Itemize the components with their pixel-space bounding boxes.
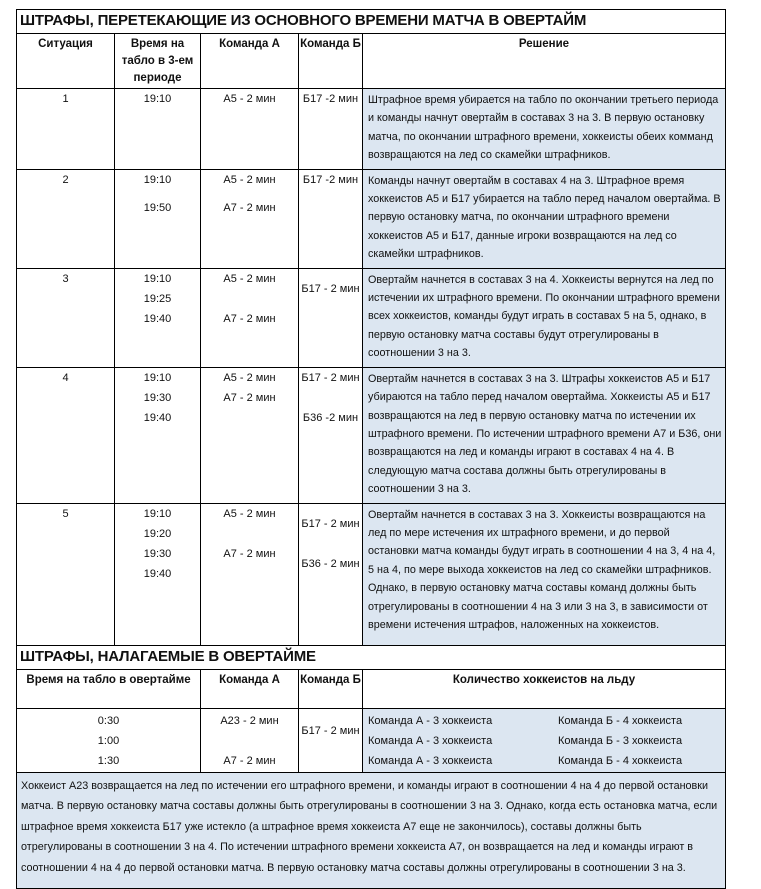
table-row — [17, 367, 726, 503]
team-a-cell: А5 - 2 мин А7 - 2 мин — [201, 169, 299, 268]
carryover-penalties-table — [16, 9, 726, 646]
table-row — [17, 268, 726, 367]
situation-number: 1 — [17, 89, 115, 170]
header-overtime-time: Время на табло в овертайме — [17, 669, 201, 708]
section2-title: ШТРАФЫ, НАЛАГАЕМЫЕ В ОВЕРТАЙМЕ — [17, 646, 726, 670]
team-b-cell: Б17 -2 мин — [299, 89, 363, 170]
team-a-cell: А5 - 2 мин — [201, 89, 299, 170]
overtime-penalties-table — [16, 646, 726, 889]
team-b-cell: Б17 - 2 мин — [299, 708, 363, 772]
players-on-ice-cell — [363, 708, 726, 772]
team-b-cell: Б17 - 2 мин Б36 - 2 мин — [299, 503, 363, 645]
solution-cell: Команды начнут овертайм в составах 4 на 3. Штрафное время хоккеистов А5 и Б17 убирается на табло перед началом овертайма. В первую остановку матча, по окончании штрафного времени хоккеистов А5 и Б17, данные игроки возвращаются на лед со скамейки штрафников. — [363, 169, 726, 268]
penalty-document — [16, 9, 725, 889]
solution-cell: Штрафное время убирается на табло по окончании третьего периода и команды начнут овертайм в составах 3 на 3. В первую остановку матча, по окончании штрафного времени, хоккеисты обеих комманд возвращаются на лед со скамейки штрафников. — [363, 89, 726, 170]
ice-count-row: Команда А - 3 хоккеиста Команда Б - 4 хоккеиста — [368, 714, 683, 727]
section1-title: ШТРАФЫ, ПЕРЕТЕКАЮЩИЕ ИЗ ОСНОВНОГО ВРЕМЕНИ МАТЧА В ОВЕРТАЙМ — [17, 10, 726, 34]
situation-number: 5 — [17, 503, 115, 645]
time-cell: 19:10 19:25 19:40 — [115, 268, 201, 367]
solution-cell: Овертайм начнется в составах 3 на 3. Штрафы хоккеистов А5 и Б17 убираются на табло перед началом овертайма. Хоккеисты А5 и Б17 возвращаются на лед в первую остановку матча по истечении их штрафного времени. По истечении штрафного времени А7 и Б36, они возвращаются на лед и команды играют в составах 4 на 4. В следующую матча состава должны быть отрегулированы в соотношении 3 на 3. — [363, 367, 726, 503]
header-team-b: Команда Б — [299, 34, 363, 89]
team-a-cell: А5 - 2 мин А7 - 2 мин — [201, 367, 299, 503]
ice-count-row: Команда А - 3 хоккеиста Команда Б - 3 хоккеиста — [368, 734, 683, 747]
table-row — [17, 169, 726, 268]
overtime-time-cell: 0:30 1:00 1:30 — [17, 708, 201, 772]
header-team-a: Команда А — [201, 34, 299, 89]
solution-cell: Овертайм начнется в составах 3 на 3. Хоккеисты возвращаются на лед по мере истечения их штрафного времени, и до первой остановки матча команды будут играть в соотношении 4 на 3, 4 на 4, 5 на 4, по мере выхода хоккеистов на лед со скамейки штрафников. Однако, в первую остановку матча составы команд должны быть отрегулированы в соотношении 4 на 3 или 3 на 3, в зависимости от времени истечения штрафов, наложенных на хоккеистов. — [363, 503, 726, 645]
header-time: Время на табло в 3-ем периоде — [115, 34, 201, 89]
team-a-cell: А5 - 2 мин А7 - 2 мин — [201, 268, 299, 367]
header-team-a: Команда А — [201, 669, 299, 708]
team-b-cell: Б17 -2 мин — [299, 169, 363, 268]
overtime-note: Хоккеист А23 возвращается на лед по истечении его штрафного времени, и команды играют в соотношении 4 на 4 до первой остановки матча. В первую остановку матча составы должны быть отрегулированы в соотношении 3 на 3. Однако, когда есть остановка матча, если штрафное время хоккеиста Б17 уже истекло (а штрафное время хоккеиста А7 еще не закончилось), составы должны быть отрегулированы в соотношении 3 на 4. По истечении штрафного времени хоккеиста А7, он возвращается на лед и команды играют в соотношении 4 на 4 до первой остановки матча. В первую остановку матча составы должны отрегулированы в соотношении 3 на 3. — [17, 772, 726, 889]
time-cell: 19:10 19:30 19:40 — [115, 367, 201, 503]
situation-number: 2 — [17, 169, 115, 268]
table-row — [17, 89, 726, 170]
situation-number: 3 — [17, 268, 115, 367]
team-a-cell: А5 - 2 мин А7 - 2 мин — [201, 503, 299, 645]
team-b-cell: Б17 - 2 мин Б36 -2 мин — [299, 367, 363, 503]
time-cell: 19:10 19:20 19:30 19:40 — [115, 503, 201, 645]
ice-count-row: Команда А - 3 хоккеиста Команда Б - 4 хоккеиста — [368, 754, 683, 767]
time-cell: 19:10 19:50 — [115, 169, 201, 268]
table-row — [17, 503, 726, 645]
situation-number: 4 — [17, 367, 115, 503]
section1-header-row — [17, 34, 726, 89]
team-a-cell: А23 - 2 мин А7 - 2 мин — [201, 708, 299, 772]
time-cell: 19:10 — [115, 89, 201, 170]
section2-header-row — [17, 669, 726, 708]
header-solution: Решение — [363, 34, 726, 89]
header-team-b: Команда Б — [299, 669, 363, 708]
header-situation: Ситуация — [17, 34, 115, 89]
team-b-cell: Б17 - 2 мин — [299, 268, 363, 367]
table-row — [17, 708, 726, 772]
solution-cell: Овертайм начнется в составах 3 на 4. Хоккеисты вернутся на лед по истечении их штрафного времени. По окончании штрафного времени всех хоккеистов, команды будут играть в составах 5 на 5, однако, в первую остановку матча составы будут отрегулированы в соотношении 3 на 3. — [363, 268, 726, 367]
header-players-on-ice: Количество хоккеистов на льду — [363, 669, 726, 708]
